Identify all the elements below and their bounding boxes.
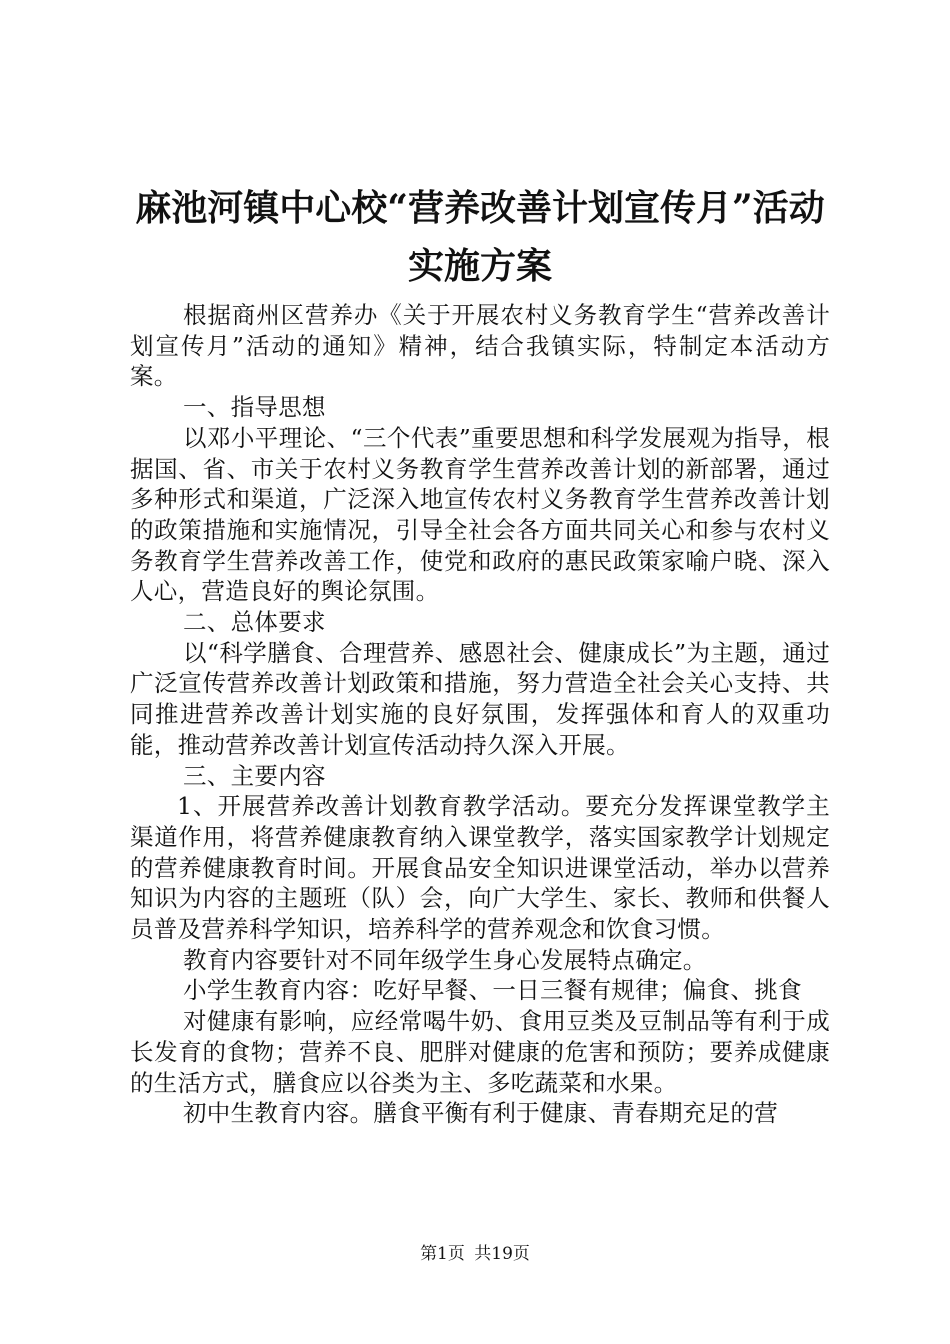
page-number: 第1页 (420, 1244, 465, 1264)
paragraph-general-requirements: 以“科学膳食、合理营养、感恩社会、健康成长”为主题，通过广泛宣传营养改善计划政策和措施，努力营造全社会关心支持、共同推进营养改善计划实施的良好氛围，发挥强体和育人的双重功能，推动营养改善计划宣传活动持久深入开展。 (130, 638, 830, 759)
page-total: 共19页 (474, 1244, 530, 1264)
paragraph-health-effects: 对健康有影响，应经常喝牛奶、食用豆类及豆制品等有利于成长发育的食物；营养不良、肥胖对健康的危害和预防；要养成健康的生活方式，膳食应以谷类为主、多吃蔬菜和水果。 (130, 1007, 830, 1097)
section-heading-main-content: 三、主要内容 (183, 761, 326, 790)
section-heading-general-requirements: 二、总体要求 (183, 608, 326, 637)
paragraph-junior-high: 初中生教育内容。膳食平衡有利于健康、青春期充足的营 (183, 1099, 778, 1128)
paragraph-item-1: 1、开展营养改善计划教育教学活动。要充分发挥课堂教学主渠道作用，将营养健康教育纳入课堂教学，落实国家教学计划规定的营养健康教育时间。开展食品安全知识进课堂活动，举办以营养知识为内容的主题班（队）会，向广大学生、家长、教师和供餐人员普及营养科学知识，培养科学的营养观念和饮食习惯。 (130, 792, 830, 944)
document-body (130, 300, 830, 1129)
intro-paragraph: 根据商州区营养办《关于开展农村义务教育学生“营养改善计划宣传月”活动的通知》精神，结合我镇实际，特制定本活动方案。 (130, 301, 830, 391)
section-heading-guiding-ideology: 一、指导思想 (183, 393, 326, 422)
document-title-line-1: 麻池河镇中心校“营养改善计划宣传月”活动 (135, 187, 825, 229)
paragraph-primary-school: 小学生教育内容：吃好早餐、一日三餐有规律；偏食、挑食 (183, 976, 802, 1005)
paragraph-guiding-ideology: 以邓小平理论、“三个代表”重要思想和科学发展观为指导，根据国、省、市关于农村义务教育学生营养改善计划的新部署，通过多种形式和渠道，广泛深入地宣传农村义务教育学生营养改善计划的政策措施和实施情况，引导全社会各方面共同关心和参与农村义务教育学生营养改善工作，使党和政府的惠民政策家喻户晓、深入人心，营造良好的舆论氛围。 (130, 423, 830, 606)
document-title-line-2: 实施方案 (407, 245, 552, 287)
paragraph-education-content: 教育内容要针对不同年级学生身心发展特点确定。 (183, 945, 707, 974)
page-footer (0, 1243, 950, 1265)
